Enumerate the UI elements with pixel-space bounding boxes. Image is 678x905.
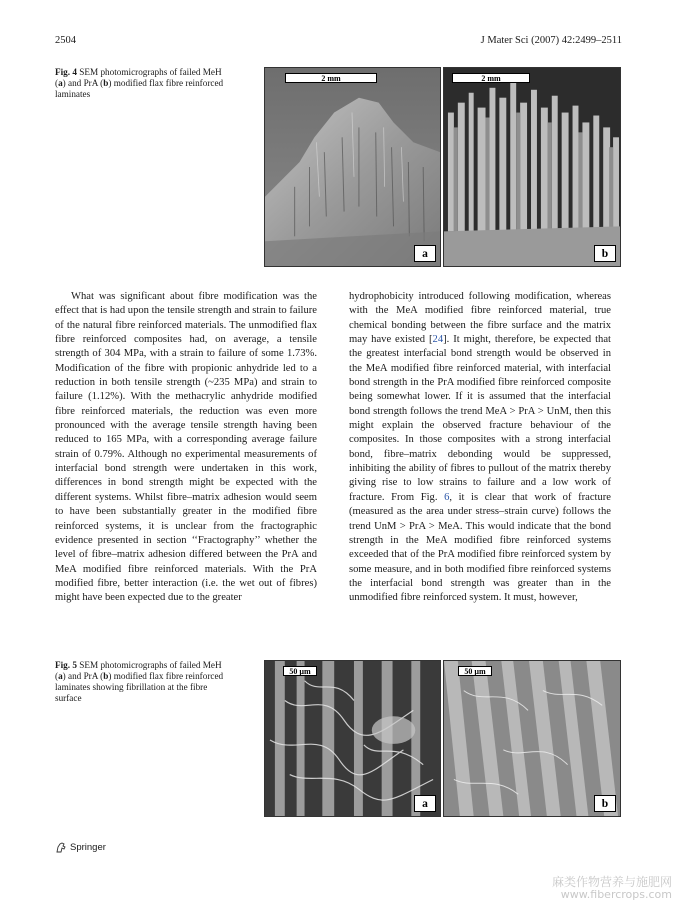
figure4-caption-post: ) modified flax fibre reinforced laminates [55,78,224,99]
figure4-caption-b: b [103,78,109,88]
sem-image-fracture-b [444,68,620,266]
figure4b-scale-bar: 2 mm [452,73,530,83]
publisher-name: Springer [70,841,106,853]
figure4-panel-a [264,67,441,267]
figure5a-panel-label: a [414,795,436,812]
figure4-label: Fig. 4 [55,67,77,77]
figure4-caption-a: a [58,78,63,88]
page-number: 2504 [55,35,76,46]
figure5b-scale-bar: 50 µm [458,666,492,676]
right-text-3: , it is clear that work of fracture (measured as the area under stress–strain curve) follows the trend UnM > PrA > MeA. This would indicate that the bond strength in the MeA modified fibre reinforced systems exceeded that of the PrA modified fibre reinforced system by some measure, and in both modified fibre reinforced systems the interfacial bond strength was greater than in the unmodified fibre reinforced system. It must, however, [349,491,611,604]
sem-image-fracture-a [265,68,440,266]
figure4a-scale-bar: 2 mm [285,73,377,83]
figure4-panel-b [443,67,621,267]
figure5-panel-a [264,660,441,817]
figure5-caption-b: b [103,671,109,681]
figure4a-panel-label: a [414,245,436,262]
publisher-footer [55,841,106,853]
body-right-column [349,290,611,606]
figure5-caption [55,660,225,704]
sem-image-fibrillation-b [444,661,620,816]
figure5-caption-mid: ) and PrA ( [62,671,104,681]
figure4b-panel-label: b [594,245,616,262]
figure-link-6[interactable]: 6 [444,491,450,503]
sem-image-fibrillation-a [265,661,440,816]
right-text-1: hydrophobicity introduced following modification, whereas with the MeA modified fibre reinforced material, true chemical bonding between the fibre surface and the matrix may have existed [ [349,291,611,346]
figure5-caption-a: a [58,671,63,681]
springer-horse-icon [55,841,67,853]
journal-citation: J Mater Sci (2007) 42:2499–2511 [480,35,622,46]
watermark-url: www.fibercrops.com [560,888,672,901]
figure4-caption-pre: SEM photomicrographs of failed MeH ( [55,67,222,88]
figure5-panel-b [443,660,621,817]
figure5-label: Fig. 5 [55,660,77,670]
reference-link-24[interactable]: 24 [432,334,444,346]
body-paragraph-right [349,290,611,606]
figure5a-scale-bar: 50 µm [283,666,317,676]
figure5b-panel-label: b [594,795,616,812]
right-text-2: ]. It might, therefore, be expected that the greatest interfacial bond strength would be observed in the MeA modified fibre reinforced material, with interfacial bond strength in the PrA modified fibre reinforced composite being somewhat lower. If it is assumed that the interfacial bond strength follows the trend MeA > PrA > UnM, then this might explain the observed fracture behaviour of the composites. In those composites with a strong interfacial bond, fibre–matrix debonding would be suppressed, inhibiting the ability of fibres to pullout of the matrix thereby giving rise to low strains to failure and a low work of fracture. From Fig. [349,334,612,503]
figure5-caption-pre: SEM photomicrographs of failed MeH ( [55,660,222,681]
figure4-caption [55,67,225,100]
body-left-column [55,290,317,606]
figure4-caption-mid: ) and PrA ( [62,78,104,88]
body-paragraph-left: What was significant about fibre modification was the effect that is had upon the tensile strength and strain to failure of the natural fibre reinforced materials. The unmodified flax fibre reinforced composites had, on average, a tensile strength of 304 MPa, with a strain to failure of some 1.73%. Modification of the fibre with propionic anhydride led to a reduction in both tensile strength (~235 MPa) and strain to failure (1.12%). With the methacrylic anhydride modified fibre reinforced materials, the reduction was even more pronounced with the average tensile strength having been reduced to 165 MPa, with a corresponding average failure strain of 0.79%. Although no experimental measurements of interfacial bond strength were undertaken in this work, differences in bond strength might be expected with the different systems. Whilst fibre–matrix adhesion would seem to have been substantially greater in the modified fibre reinforced systems, it is unclear from the fractographic evidence presented in section ‘‘Fractography’’ whether the level of fibre–matrix adhesion differed between the PrA and MeA modified fibre reinforced materials. With the PrA modified fibre, better interaction (i.e. the wet out of fibres) might have been expected due to the greater [55,291,317,604]
figure5-caption-post: ) modified flax fibre reinforced laminates showing fibrillation at the fibre surface [55,671,224,703]
watermark-title: 麻类作物营养与施肥网 [551,875,672,889]
